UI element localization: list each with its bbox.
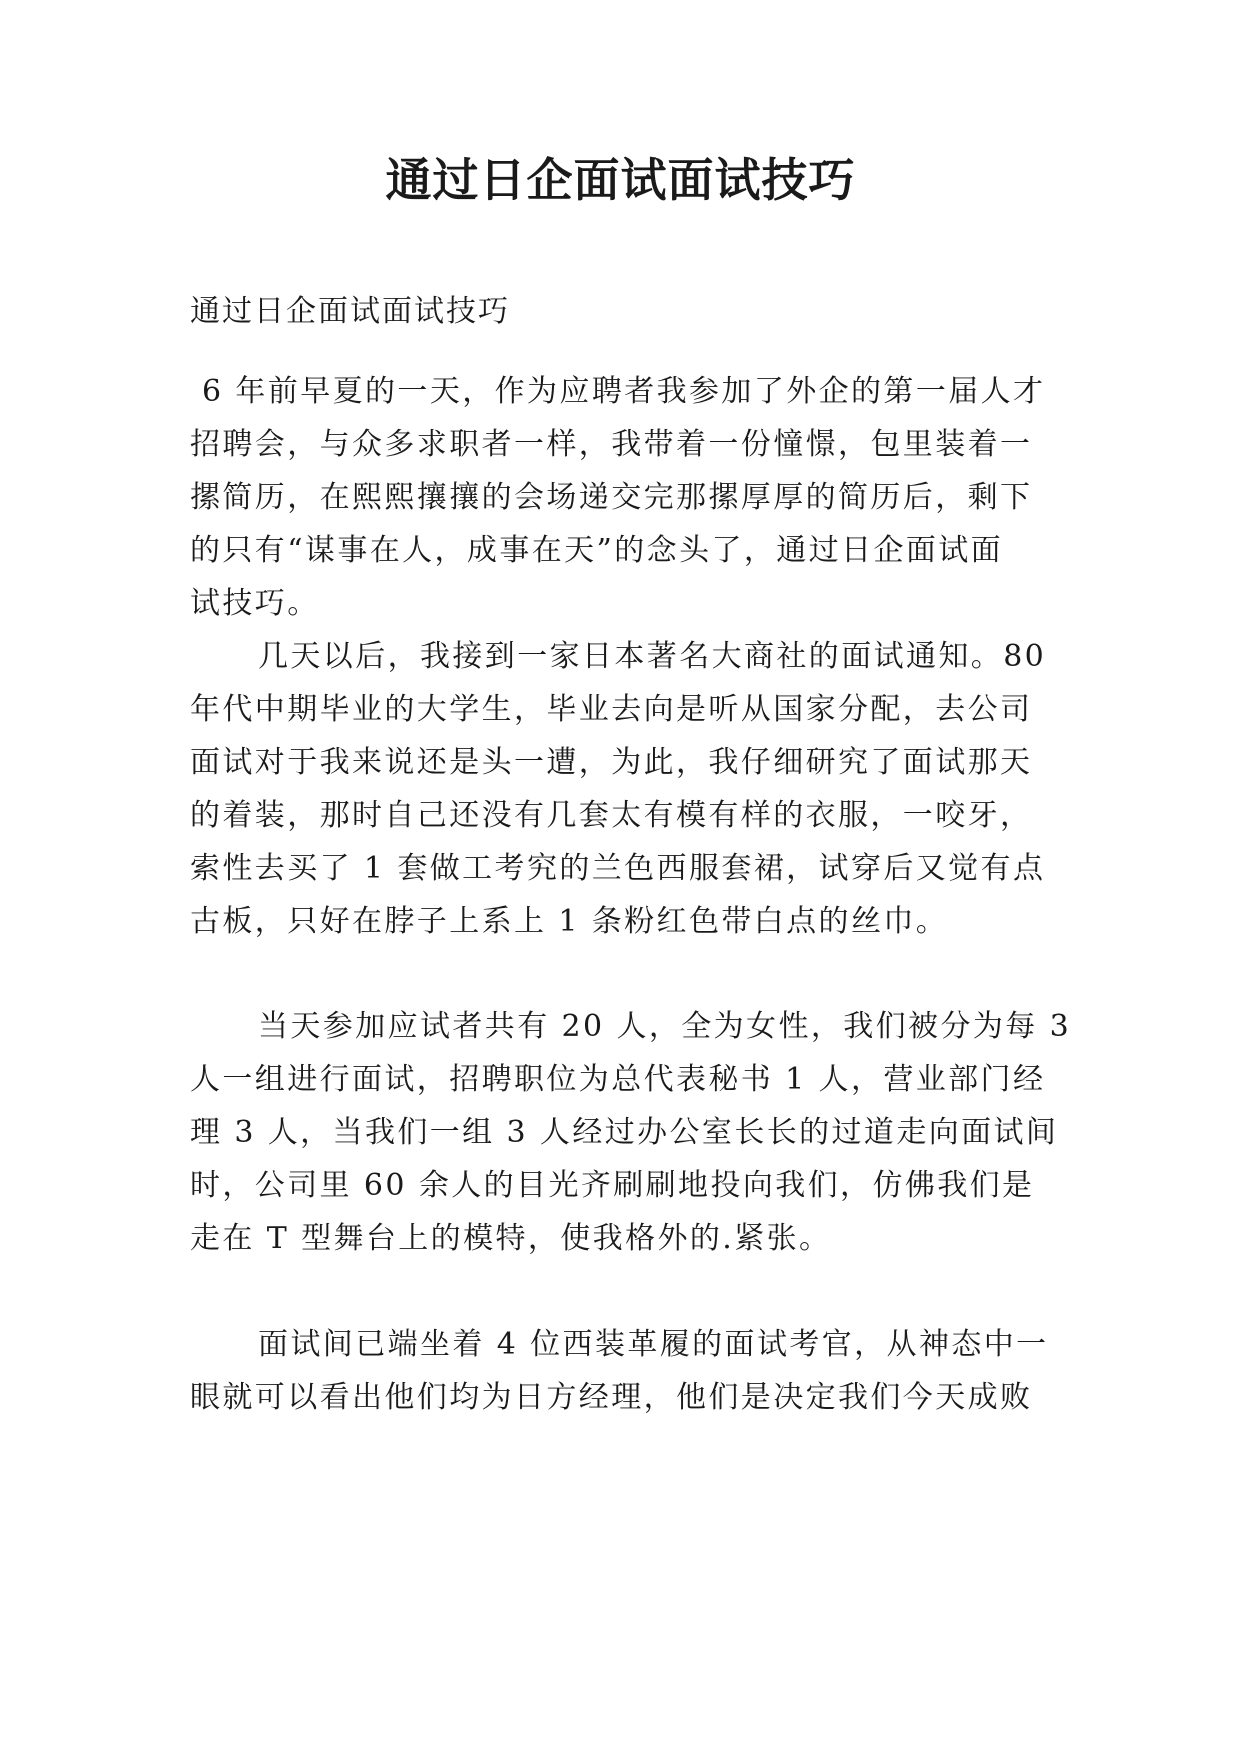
paragraph-2-line-2: 年代中期毕业的大学生，毕业去向是听从国家分配，去公司 bbox=[190, 692, 1033, 727]
paragraph-3-line-1: 当天参加应试者共有 20 人，全为女性，我们被分为每 3 bbox=[258, 1009, 1072, 1044]
paragraph-1-line-4: 的只有“谋事在人，成事在天”的念头了，通过日企面试面 bbox=[190, 533, 1004, 568]
paragraph-3-line-2: 人一组进行面试，招聘职位为总代表秘书 1 人，营业部门经 bbox=[190, 1062, 1046, 1097]
document-subtitle: 通过日企面试面试技巧 bbox=[190, 294, 510, 329]
paragraph-2-line-5: 索性去买了 1 套做工考究的兰色西服套裙，试穿后又觉有点 bbox=[190, 851, 1046, 886]
paragraph-3-line-3: 理 3 人，当我们一组 3 人经过办公室长长的过道走向面试间 bbox=[190, 1115, 1059, 1150]
paragraph-2-line-6: 古板，只好在脖子上系上 1 条粉红色带白点的丝巾。 bbox=[190, 904, 949, 939]
paragraph-3-line-4: 时，公司里 60 余人的目光齐刷刷地投向我们，仿佛我们是 bbox=[190, 1168, 1035, 1203]
paragraph-1-line-2: 招聘会，与众多求职者一样，我带着一份憧憬，包里装着一 bbox=[190, 427, 1033, 462]
paragraph-2-line-1: 几天以后，我接到一家日本著名大商社的面试通知。80 bbox=[258, 639, 1047, 674]
paragraph-1-line-1: 6 年前早夏的一天，作为应聘者我参加了外企的第一届人才 bbox=[202, 374, 1046, 409]
paragraph-2-line-3: 面试对于我来说还是头一遭，为此，我仔细研究了面试那天 bbox=[190, 745, 1033, 780]
paragraph-3-line-5: 走在 T 型舞台上的模特，使我格外的.紧张。 bbox=[190, 1221, 832, 1256]
document-title: 通过日企面试面试技巧 bbox=[385, 153, 856, 207]
paragraph-1-line-5: 试技巧。 bbox=[190, 586, 320, 621]
paragraph-1-line-3: 摞简历，在熙熙攘攘的会场递交完那摞厚厚的简历后，剩下 bbox=[190, 480, 1033, 515]
paragraph-4-line-1: 面试间已端坐着 4 位西装革履的面试考官，从神态中一 bbox=[258, 1327, 1049, 1362]
paragraph-4-line-2: 眼就可以看出他们均为日方经理，他们是决定我们今天成败 bbox=[190, 1380, 1033, 1415]
paragraph-2-line-4: 的着装，那时自己还没有几套太有模有样的衣服，一咬牙， bbox=[190, 798, 1033, 833]
